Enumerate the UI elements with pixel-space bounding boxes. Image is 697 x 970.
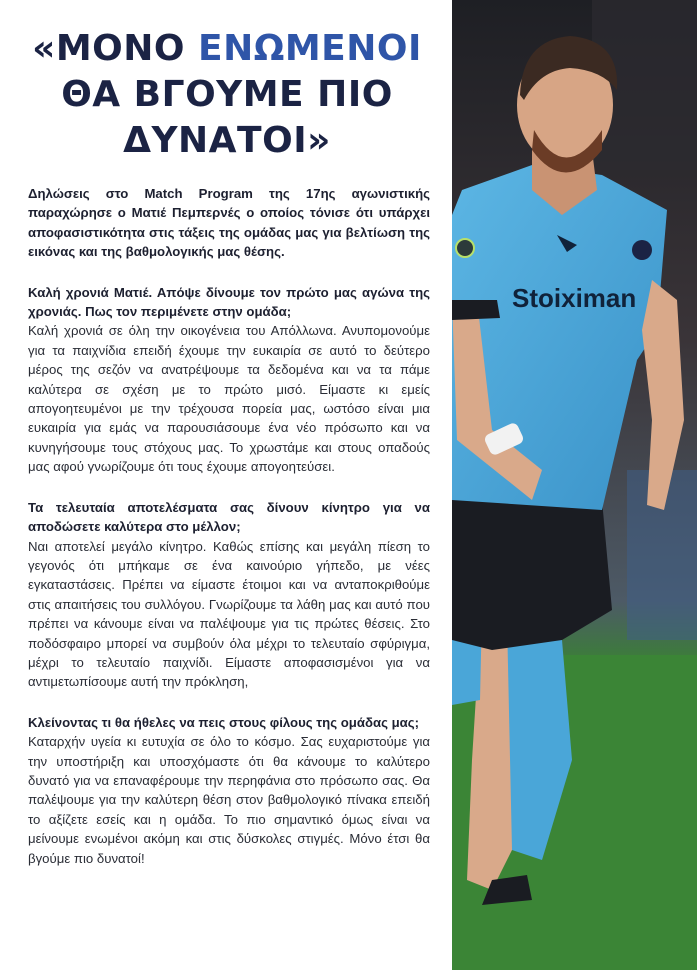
- club-crest-icon: [632, 240, 652, 260]
- headline: [18, 26, 436, 164]
- question-2: Τα τελευταία αποτελέσματα σας δίνουν κίνητρο για να αποδώσετε καλύτερα στο μέλλον;: [28, 499, 430, 535]
- intro-paragraph: Δηλώσεις στο Match Program της 17ης αγωνιστικής παραχώρησε ο Ματιέ Πεμπερνές ο οποίος τόνισε ότι υπάρχει αποφασιστικότητα στις τάξεις της ομάδας μας για βελτίωση της εικόνας και της βαθμολογικής μας θέσης.: [28, 186, 430, 260]
- conference-league-badge-icon: [456, 239, 474, 257]
- article-body: [28, 184, 430, 868]
- question-1: Καλή χρονιά Ματιέ. Απόψε δίνουμε τον πρώτο μας αγώνα της χρονιάς. Πως τον περιμένετε στην ομάδα;: [28, 284, 430, 320]
- jersey-sponsor: Stoiximan: [512, 283, 637, 313]
- answer-1: Καλή χρονιά σε όλη την οικογένεια του Απόλλωνα. Ανυπομονούμε για τα παιχνίδια επειδή έχουμε την ευκαιρία σε αυτό το δεύτερο μέρος της σεζόν να ανατρέψουμε τα δεδομένα και να τα πάμε καλύτερα σε σχέση με το πρώτο μισό. Είμαστε κι εμείς απογοητευμένοι με την τρέχουσα πορεία μας, ωστόσο είναι μια ευκαιρία για εμάς να παρουσιάσουμε ένα νέο πρόσωπο και να κυνηγήσουμε τους στόχους μας. Το χρωστάμε και στους οπαδούς μας αφού γνωρίζουμε ότι τους έχουμε απογοητεύσει.: [28, 323, 430, 475]
- headline-prefix: «ΜΟΝΟ: [32, 28, 199, 69]
- answer-3: Καταρχήν υγεία κι ευτυχία σε όλο το κόσμο. Σας ευχαριστούμε για την υποστήριξη και υποσχόμαστε ότι θα κάνουμε το καλύτερο δυνατό για να επαναφέρουμε την περηφάνια στο πρόσωπο σας. Θα παλέψουμε για την καλύτερη θέση στον βαθμολογικό πίνακα επειδή το αξίζετε εσείς και η ομάδα. Το πιο σημαντικό όμως είναι να μείνουμε ενωμένοι ακόμη και στις δύσκολες στιγμές. Μόνο έτσι θα βγούμε πιο δυνατοί!: [28, 734, 430, 866]
- headline-accent: ΕΝΩΜΕΝΟΙ: [198, 28, 422, 69]
- answer-2: Ναι αποτελεί μεγάλο κίνητρο. Καθώς επίσης και μεγάλη πίεση το γεγονός ότι μπήκαμε σε ένα καινούριο γήπεδο, με νέες εγκαταστάσεις. Πρέπει να είμαστε έτοιμοι και να ανταποκριθούμε στις απαιτήσεις του συλλόγου. Γνωρίζουμε τα λάθη μας και αυτό που πρέπει να κάνουμε είναι να παλέψουμε για τις πρώτες θέσεις. Στο ποδόσφαιρο μπορεί να συμβούν όλα μέχρι το τελευταίο σφύριγμα, μέχρι το τελευταίο παιχνίδι. Είμαστε αποφασισμένοι για να αντιμετωπίσουμε αυτή την πρόκληση,: [28, 538, 430, 690]
- question-3: Κλείνοντας τι θα ήθελες να πεις στους φίλους της ομάδας μας;: [28, 714, 420, 730]
- player-photo: [452, 0, 697, 970]
- headline-rest: ΘΑ ΒΓΟΥΜΕ ΠΙΟ ΔΥΝΑΤΟΙ»: [61, 74, 393, 161]
